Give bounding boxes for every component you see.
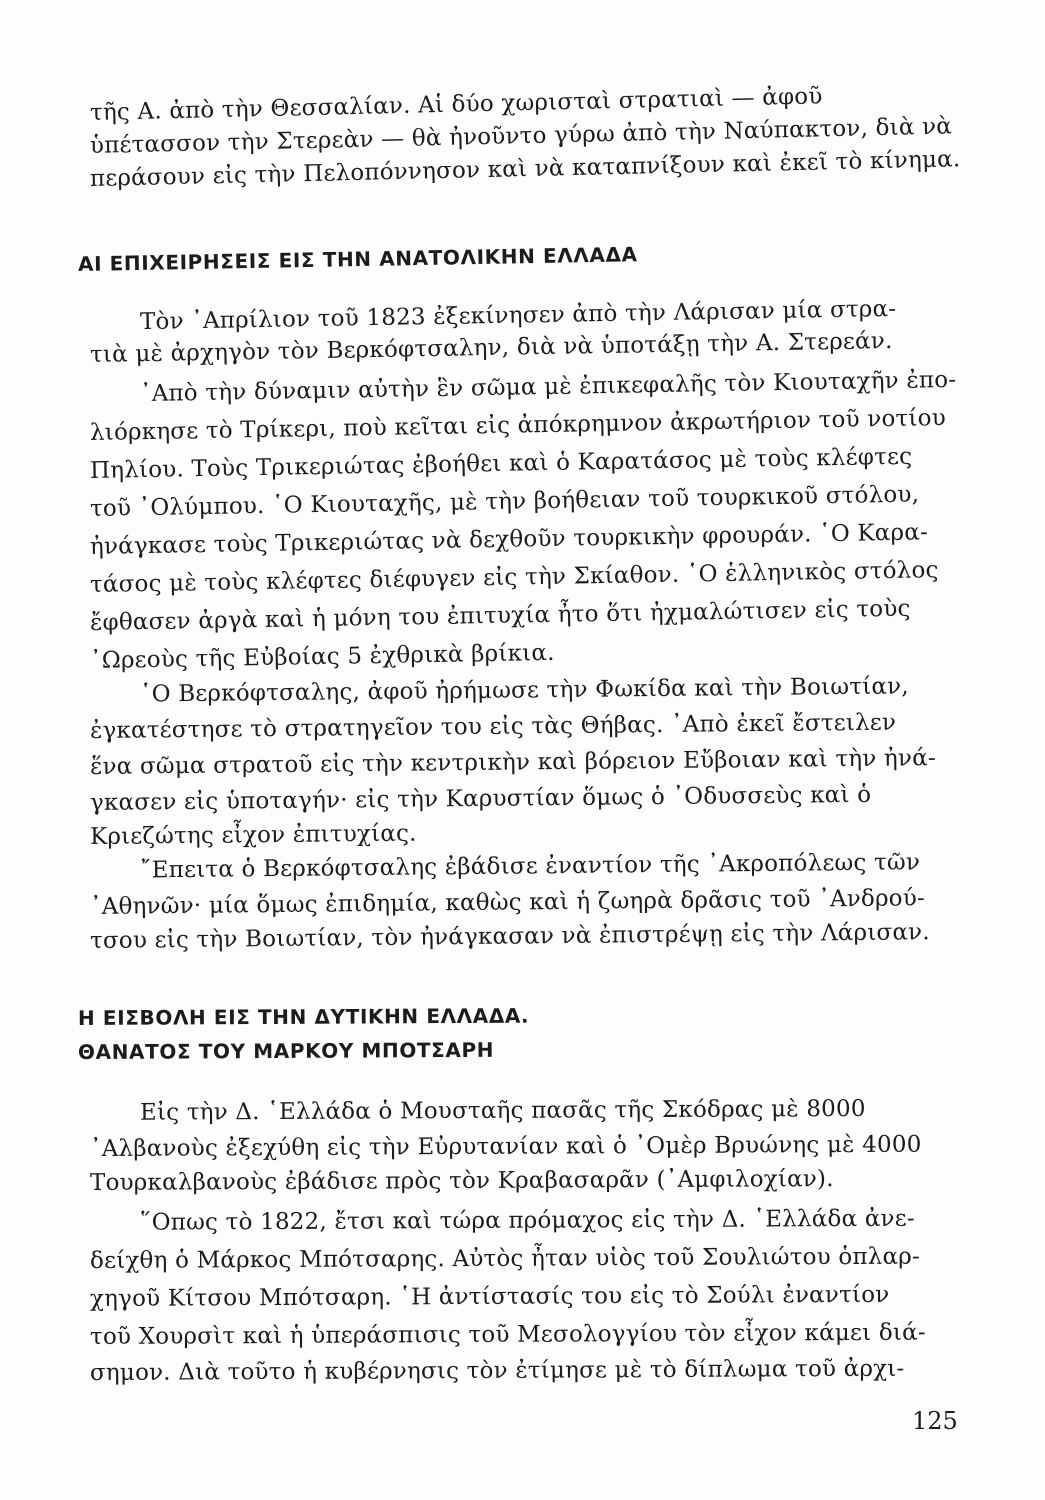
section-subheading: ΘΑΝΑΤΟΣ ΤΟΥ ΜΑΡΚΟΥ ΜΠΟΤΣΑΡΗ	[77, 1037, 495, 1064]
section-heading: ΑΙ ΕΠΙΧΕΙΡΗΣΕΙΣ ΕΙΣ ΤΗΝ ΑΝΑΤΟΛΙΚΗΝ ΕΛΛΑΔΑ	[77, 242, 638, 276]
text-line: Εἰς τὴν Δ. ῾Ελλάδα ὁ Μουσταῆς πασᾶς τῆς Σκόδρας μὲ 8000	[139, 1095, 866, 1126]
text-line: ῞Οπως τὸ 1822, ἔτσι καὶ τώρα πρόμαχος εἰς τὴν Δ. ῾Ελλάδα ἀνε-	[139, 1205, 915, 1236]
text-line: ἠνάγκασε τοὺς Τρικεριώτας νὰ δεχθοῦν τουρκικὴν φρουράν. ῾Ο Καρα-	[89, 519, 929, 560]
section-heading: Η ΕΙΣΒΟΛΗ ΕΙΣ ΤΗΝ ΔΥΤΙΚΗΝ ΕΛΛΑΔΑ.	[77, 1003, 530, 1030]
text-line: δείχθη ὁ Μάρκος Μπότσαρης. Αὐτὸς ἦταν υἱὸς τοῦ Σουλιώτου ὁπλαρ-	[89, 1243, 921, 1274]
page-number: 125	[912, 1407, 958, 1435]
text-line: ῎Επειτα ὁ Βερκόφτσαλης ἐβάδισε ἐναντίον τῆς ᾿Ακροπόλεως τῶν	[139, 849, 921, 884]
text-line: τσου εἰς τὴν Βοιωτίαν, τὸν ἠνάγκασαν νὰ ἐπιστρέψῃ εἰς τὴν Λάρισαν.	[89, 919, 930, 954]
text-line: τοῦ Χουρσὶτ καὶ ἡ ὑπεράσπισις τοῦ Μεσολογγίου τὸν εἶχον κάμει διά-	[89, 1319, 926, 1350]
text-line: Πηλίου. Τοὺς Τρικεριώτας ἐβοήθει καὶ ὁ Καρατάσος μὲ τοὺς κλέφτες	[89, 443, 913, 484]
text-line: χηγοῦ Κίτσου Μπότσαρη. ῾Η ἀντίστασίς του εἰς τὸ Σούλι ἐναντίον	[89, 1281, 890, 1312]
text-line: ἐγκατέστησε τὸ στρατηγεῖον του εἰς τὰς Θήβας. ᾿Απὸ ἐκεῖ ἔστειλεν	[89, 709, 897, 744]
text-line: ῾Ο Βερκόφτσαλης, ἀφοῦ ἠρήμωσε τὴν Φωκίδα καὶ τὴν Βοιωτίαν,	[139, 673, 909, 708]
text-line: τιὰ μὲ ἀρχηγὸν τὸν Βερκόφτσαλην, διὰ νὰ ὑποτάξῃ τὴν Α. Στερεάν.	[89, 327, 893, 368]
text-line: τῆς Α. ἀπὸ τὴν Θεσσαλίαν. Αἱ δύο χωρισταὶ στρατιαὶ — ἀφοῦ	[89, 83, 823, 126]
text-line: Τουρκαλβανοὺς ἐβάδισε πρὸς τὸν Κραβασαρᾶν (᾿Αμφιλοχίαν).	[89, 1166, 834, 1196]
text-line: ᾿Απὸ τὴν δύναμιν αὐτὴν ἓν σῶμα μὲ ἐπικεφαλῆς τὸν Κιουταχῆν ἐπο-	[139, 366, 957, 408]
text-line: γκασεν εἰς ὑποταγήν· εἰς τὴν Καρυστίαν ὅμως ὁ ᾿Οδυσσεὺς καὶ ὁ	[89, 781, 872, 816]
text-line: τοῦ ᾿Ολύμπου. ῾Ο Κιουταχῆς, μὲ τὴν βοήθειαν τοῦ τουρκικοῦ στόλου,	[89, 481, 920, 522]
text-line: ὑπέτασσον τὴν Στερεὰν — θὰ ἠνοῦντο γύρω ἀπὸ τὴν Ναύπακτον, διὰ νὰ	[89, 113, 953, 159]
text-line: Τὸν ᾿Απρίλιον τοῦ 1823 ἐξεκίνησεν ἀπὸ τὴν Λάρισαν μία στρα-	[139, 295, 897, 336]
text-line: ᾿Αλβανοὺς ἐξεχύθη εἰς τὴν Εὐρυτανίαν καὶ ὁ ᾿Ομὲρ Βρυώνης μὲ 4000	[89, 1131, 922, 1162]
text-line: ᾿Αθηνῶν· μία ὅμως ἐπιδημία, καθὼς καὶ ἡ ζωηρὰ δρᾶσις τοῦ ᾿Ανδρού-	[89, 885, 926, 920]
text-line: περάσουν εἰς τὴν Πελοπόννησον καὶ νὰ καταπνίξουν καὶ ἐκεῖ τὸ κίνημα.	[89, 146, 961, 192]
text-line: Κριεζώτης εἶχον ἐπιτυχίας.	[89, 820, 417, 850]
text-line: ᾿Ωρεοὺς τῆς Εὐβοίας 5 ἐχθρικὰ βρίκια.	[89, 639, 555, 674]
text-line: τάσος μὲ τοὺς κλέφτες διέφυγεν εἰς τὴν Σκίαθον. ῾Ο ἑλληνικὸς στόλος	[89, 557, 939, 598]
text-line: σημον. Διὰ τοῦτο ἡ κυβέρνησις τὸν ἐτίμησε μὲ τὸ δίπλωμα τοῦ ἀρχι-	[89, 1355, 905, 1386]
text-line: λιόρκησε τὸ Τρίκερι, ποὺ κεῖται εἰς ἀπόκρημνον ἀκρωτήριον τοῦ νοτίου	[89, 405, 947, 446]
text-line: ἕνα σῶμα στρατοῦ εἰς τὴν κεντρικὴν καὶ βόρειον Εὔβοιαν καὶ τὴν ἠνά-	[89, 745, 936, 780]
text-line: ἔφθασεν ἀργὰ καὶ ἡ μόνη του ἐπιτυχία ἦτο ὅτι ἠχμαλώτισεν εἰς τοὺς	[89, 595, 911, 636]
